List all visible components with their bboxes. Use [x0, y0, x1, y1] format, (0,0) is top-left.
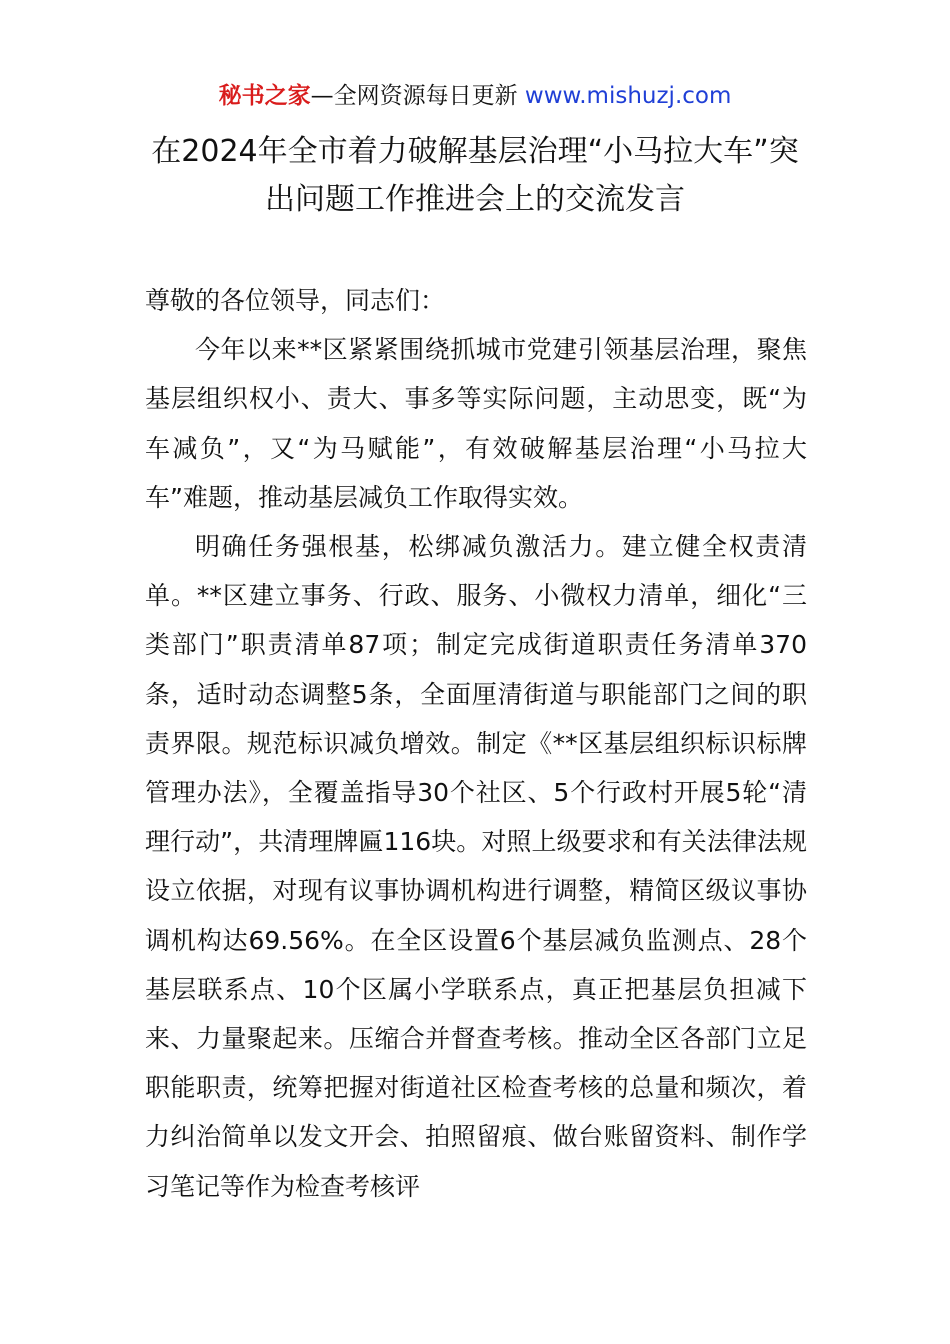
greeting: 尊敬的各位领导，同志们： — [145, 286, 446, 315]
brand-name: 秘书之家 — [218, 83, 311, 109]
site-header — [0, 80, 950, 112]
paragraph-2: 明确任务强根基，松绑减负激活力。建立健全权责清单。**区建立事务、行政、服务、小微权力清单，细化“三类部门”职责清单87项；制定完成街道职责任务清单370条，适时动态调整5条，全面厘清街道与职能部门之间的职责界限。规范标识减负增效。制定《**区基层组织标识标牌管理办法》，全覆盖指导30个社区、5个行政村开展5轮“清理行动”，共清理牌匾116块。对照上级要求和有关法律法规设立依据，对现有议事协调机构进行调整，精简区级议事协调机构达69.56%。在全区设置6个基层减负监测点、28个基层联系点、10个区属小学联系点，真正把基层负担减下来、力量聚起来。压缩合并督查考核。推动全区各部门立足职能职责，统筹把握对街道社区检查考核的总量和频次，着力纠治简单以发文开会、拍照留痕、做台账留资料、制作学习笔记等作为检查考核评 — [145, 532, 807, 1201]
document-body — [145, 276, 807, 1211]
paragraph-1: 今年以来**区紧紧围绕抓城市党建引领基层治理，聚焦基层组织权小、责大、事多等实际问题，主动思变，既“为车减负”，又“为马赋能”，有效破解基层治理“小马拉大车”难题，推动基层减负工作取得实效。 — [145, 335, 807, 512]
site-url-link[interactable]: www.mishuzj.com — [524, 83, 732, 109]
header-tagline: —全网资源每日更新 — [310, 83, 525, 109]
document-title: 在2024年全市着力破解基层治理“小马拉大车”突出问题工作推进会上的交流发言 — [151, 134, 799, 217]
